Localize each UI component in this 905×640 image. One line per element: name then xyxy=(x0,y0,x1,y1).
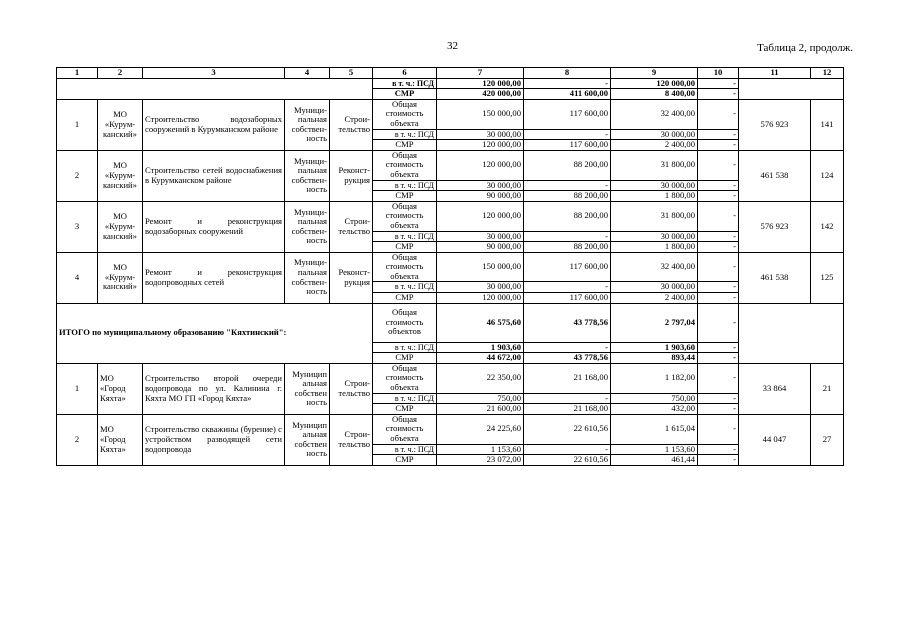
subtotal-total-c9: 2 797,04 xyxy=(611,303,698,342)
total-cost-c9: 31 800,00 xyxy=(611,150,698,180)
project-col11: 576 923 xyxy=(739,99,811,150)
total-cost-c9: 32 400,00 xyxy=(611,252,698,282)
table-caption: Таблица 2, продолж. xyxy=(757,42,853,54)
project-total-row xyxy=(57,99,844,129)
psd-c10: - xyxy=(698,231,739,242)
project-municipality: МО «Курум-канский» xyxy=(98,99,143,150)
carry-psd-c10: - xyxy=(698,78,739,89)
psd-c8: - xyxy=(524,444,611,455)
header-cell: 11 xyxy=(739,68,811,79)
project-municipality: МО «Курум-канский» xyxy=(98,150,143,201)
smr-c10: - xyxy=(698,293,739,304)
project-name: Строительство водозаборных сооружений в Курумканском районе xyxy=(143,99,285,150)
project-col11: 461 538 xyxy=(739,252,811,303)
smr-c10: - xyxy=(698,191,739,202)
psd-c8: - xyxy=(524,231,611,242)
carry-psd-c9: 120 000,00 xyxy=(611,78,698,89)
smr-c8: 117 600,00 xyxy=(524,293,611,304)
psd-label: в т. ч.: ПСД xyxy=(373,444,437,455)
smr-c8: 22 610,56 xyxy=(524,455,611,466)
total-cost-c8: 88 200,00 xyxy=(524,150,611,180)
project-name: Ремонт и реконструкция водозаборных сооружений xyxy=(143,201,285,252)
subtotal-blank-right xyxy=(739,303,844,363)
psd-c9: 1 153,60 xyxy=(611,444,698,455)
smr-label: СМР xyxy=(373,140,437,151)
smr-label: СМР xyxy=(373,353,437,364)
subtotal-total-c8: 43 778,56 xyxy=(524,303,611,342)
total-cost-c10: - xyxy=(698,150,739,180)
project-col11: 33 864 xyxy=(739,363,811,414)
total-cost-c7: 120 000,00 xyxy=(437,150,524,180)
carry-smr-c7: 420 000,00 xyxy=(437,89,524,100)
smr-c7: 120 000,00 xyxy=(437,140,524,151)
psd-c7: 1 153,60 xyxy=(437,444,524,455)
total-cost-c7: 150 000,00 xyxy=(437,99,524,129)
subtotal-total-c10: - xyxy=(698,303,739,342)
psd-c10: - xyxy=(698,129,739,140)
subtotal-smr-c7: 44 672,00 xyxy=(437,353,524,364)
psd-c9: 30 000,00 xyxy=(611,231,698,242)
project-ownership: Муници-пальная собствен-ность xyxy=(285,150,330,201)
psd-c8: - xyxy=(524,129,611,140)
smr-c9: 461,44 xyxy=(611,455,698,466)
smr-label: СМР xyxy=(373,293,437,304)
total-cost-c9: 32 400,00 xyxy=(611,99,698,129)
project-ownership: Муници-пальная собствен-ность xyxy=(285,252,330,303)
total-cost-c8: 117 600,00 xyxy=(524,252,611,282)
psd-c9: 750,00 xyxy=(611,393,698,404)
total-cost-c9: 31 800,00 xyxy=(611,201,698,231)
project-total-row xyxy=(57,363,844,393)
carry-psd-c7: 120 000,00 xyxy=(437,78,524,89)
smr-c10: - xyxy=(698,242,739,253)
subtotal-smr-c9: 893,44 xyxy=(611,353,698,364)
psd-c10: - xyxy=(698,180,739,191)
carry-smr-c9: 8 400,00 xyxy=(611,89,698,100)
total-cost-c10: - xyxy=(698,99,739,129)
carry-psd-c8: - xyxy=(524,78,611,89)
project-ownership: Муници-пальная собствен-ность xyxy=(285,99,330,150)
header-cell: 6 xyxy=(373,68,437,79)
total-cost-label: Общая стоимость объекта xyxy=(373,99,437,129)
project-type: Строи-тельство xyxy=(330,363,373,414)
psd-c9: 30 000,00 xyxy=(611,129,698,140)
psd-label: в т. ч.: ПСД xyxy=(373,180,437,191)
psd-c9: 30 000,00 xyxy=(611,180,698,191)
project-number: 1 xyxy=(57,99,98,150)
smr-c9: 2 400,00 xyxy=(611,140,698,151)
psd-label: в т. ч.: ПСД xyxy=(373,231,437,242)
psd-c7: 30 000,00 xyxy=(437,231,524,242)
subtotal-label: ИТОГО по муниципальному образованию "Кяхтинский": xyxy=(57,303,373,363)
smr-c9: 2 400,00 xyxy=(611,293,698,304)
subtotal-total-c7: 46 575,60 xyxy=(437,303,524,342)
header-cell: 7 xyxy=(437,68,524,79)
smr-c8: 21 168,00 xyxy=(524,404,611,415)
psd-c7: 750,00 xyxy=(437,393,524,404)
project-total-row xyxy=(57,252,844,282)
project-name: Строительство скважины (бурение) с устройством разводящей сети водопровода xyxy=(143,414,285,465)
smr-label: СМР xyxy=(373,89,437,100)
total-cost-c10: - xyxy=(698,363,739,393)
smr-c9: 1 800,00 xyxy=(611,242,698,253)
project-total-row xyxy=(57,150,844,180)
project-type: Реконст-рукция xyxy=(330,252,373,303)
carry-blank xyxy=(57,78,373,99)
carry-blank-right xyxy=(739,78,844,99)
total-cost-label: Общая стоимость объекта xyxy=(373,363,437,393)
smr-c8: 117 600,00 xyxy=(524,140,611,151)
total-cost-c8: 22 610,56 xyxy=(524,414,611,444)
smr-label: СМР xyxy=(373,191,437,202)
psd-c8: - xyxy=(524,393,611,404)
smr-label: СМР xyxy=(373,242,437,253)
header-cell: 1 xyxy=(57,68,98,79)
psd-c7: 30 000,00 xyxy=(437,180,524,191)
project-municipality: МО «Город Кяхта» xyxy=(98,363,143,414)
header-cell: 5 xyxy=(330,68,373,79)
header-cell: 8 xyxy=(524,68,611,79)
project-municipality: МО «Курум-канский» xyxy=(98,201,143,252)
total-cost-c10: - xyxy=(698,201,739,231)
smr-c7: 90 000,00 xyxy=(437,242,524,253)
smr-c7: 23 072,00 xyxy=(437,455,524,466)
header-cell: 9 xyxy=(611,68,698,79)
total-cost-c7: 120 000,00 xyxy=(437,201,524,231)
carry-smr-c10: - xyxy=(698,89,739,100)
smr-c10: - xyxy=(698,140,739,151)
project-type: Строи-тельство xyxy=(330,99,373,150)
total-cost-label: Общая стоимость объектов xyxy=(373,303,437,342)
subtotal-psd-c9: 1 903,60 xyxy=(611,342,698,353)
total-cost-label: Общая стоимость объекта xyxy=(373,252,437,282)
header-row xyxy=(57,68,844,79)
smr-c9: 432,00 xyxy=(611,404,698,415)
header-cell: 2 xyxy=(98,68,143,79)
psd-c8: - xyxy=(524,180,611,191)
project-ownership: Муницип альная собствен ность xyxy=(285,414,330,465)
smr-c9: 1 800,00 xyxy=(611,191,698,202)
psd-c7: 30 000,00 xyxy=(437,129,524,140)
subtotal-psd-c7: 1 903,60 xyxy=(437,342,524,353)
project-col11: 44 047 xyxy=(739,414,811,465)
project-type: Строи-тельство xyxy=(330,201,373,252)
psd-c10: - xyxy=(698,282,739,293)
psd-label: в т. ч.: ПСД xyxy=(373,393,437,404)
total-cost-c9: 1 182,00 xyxy=(611,363,698,393)
data-table xyxy=(56,67,844,466)
header-cell: 12 xyxy=(811,68,844,79)
project-total-row xyxy=(57,201,844,231)
total-cost-label: Общая стоимость объекта xyxy=(373,150,437,180)
project-municipality: МО «Курум-канский» xyxy=(98,252,143,303)
psd-c10: - xyxy=(698,393,739,404)
project-number: 4 xyxy=(57,252,98,303)
page-number: 32 xyxy=(447,40,458,52)
project-number: 2 xyxy=(57,414,98,465)
psd-c9: 30 000,00 xyxy=(611,282,698,293)
carry-psd-row xyxy=(57,78,844,89)
project-col12: 142 xyxy=(811,201,844,252)
smr-c7: 21 600,00 xyxy=(437,404,524,415)
smr-c10: - xyxy=(698,455,739,466)
smr-label: СМР xyxy=(373,404,437,415)
smr-c7: 90 000,00 xyxy=(437,191,524,202)
project-type: Реконст-рукция xyxy=(330,150,373,201)
total-cost-c7: 22 350,00 xyxy=(437,363,524,393)
total-cost-label: Общая стоимость объекта xyxy=(373,201,437,231)
smr-c8: 88 200,00 xyxy=(524,191,611,202)
subtotal-smr-c8: 43 778,56 xyxy=(524,353,611,364)
smr-c8: 88 200,00 xyxy=(524,242,611,253)
psd-label: в т. ч.: ПСД xyxy=(373,129,437,140)
project-name: Строительство второй очереди водопровода по ул. Калинина г. Кяхта МО ГП «Город Кяхта» xyxy=(143,363,285,414)
psd-c8: - xyxy=(524,282,611,293)
psd-c10: - xyxy=(698,444,739,455)
project-col12: 125 xyxy=(811,252,844,303)
project-number: 1 xyxy=(57,363,98,414)
subtotal-psd-c8: - xyxy=(524,342,611,353)
project-name: Строительство сетей водоснабжения в Курумканском районе xyxy=(143,150,285,201)
project-number: 2 xyxy=(57,150,98,201)
project-col11: 461 538 xyxy=(739,150,811,201)
project-total-row xyxy=(57,414,844,444)
psd-label: в т. ч.: ПСД xyxy=(373,78,437,89)
subtotal-psd-c10: - xyxy=(698,342,739,353)
project-ownership: Муницип альная собствен ность xyxy=(285,363,330,414)
project-col12: 141 xyxy=(811,99,844,150)
total-cost-c8: 88 200,00 xyxy=(524,201,611,231)
total-cost-c8: 117 600,00 xyxy=(524,99,611,129)
header-cell: 10 xyxy=(698,68,739,79)
total-cost-label: Общая стоимость объекта xyxy=(373,414,437,444)
project-ownership: Муници-пальная собствен-ность xyxy=(285,201,330,252)
project-col12: 21 xyxy=(811,363,844,414)
total-cost-c10: - xyxy=(698,414,739,444)
carry-smr-c8: 411 600,00 xyxy=(524,89,611,100)
project-type: Строи-тельство xyxy=(330,414,373,465)
psd-c7: 30 000,00 xyxy=(437,282,524,293)
header-cell: 4 xyxy=(285,68,330,79)
smr-c7: 120 000,00 xyxy=(437,293,524,304)
project-col12: 27 xyxy=(811,414,844,465)
project-name: Ремонт и реконструкция водопроводных сетей xyxy=(143,252,285,303)
total-cost-c7: 24 225,60 xyxy=(437,414,524,444)
subtotal-smr-c10: - xyxy=(698,353,739,364)
header-cell: 3 xyxy=(143,68,285,79)
project-col11: 576 923 xyxy=(739,201,811,252)
smr-c10: - xyxy=(698,404,739,415)
total-cost-c8: 21 168,00 xyxy=(524,363,611,393)
total-cost-c7: 150 000,00 xyxy=(437,252,524,282)
smr-label: СМР xyxy=(373,455,437,466)
project-municipality: МО «Город Кяхта» xyxy=(98,414,143,465)
total-cost-c10: - xyxy=(698,252,739,282)
psd-label: в т. ч.: ПСД xyxy=(373,342,437,353)
project-col12: 124 xyxy=(811,150,844,201)
project-number: 3 xyxy=(57,201,98,252)
subtotal-total-row xyxy=(57,303,844,342)
psd-label: в т. ч.: ПСД xyxy=(373,282,437,293)
total-cost-c9: 1 615,04 xyxy=(611,414,698,444)
